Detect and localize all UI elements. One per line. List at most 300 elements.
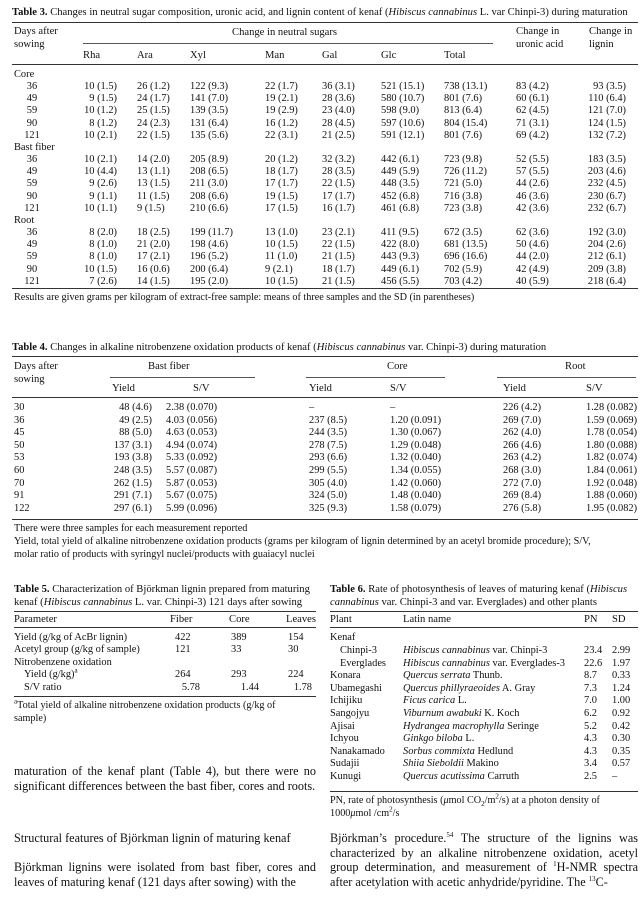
t3-header-uronic-2: uronic acid [516, 39, 564, 50]
t4-cell: 5.33 (0.092) [166, 452, 218, 464]
table6-footnote-2 [330, 805, 400, 820]
t3-cell: 13 (1.1) [137, 166, 170, 178]
t4-row-day: 91 [14, 490, 25, 502]
table6-caption-line2 [330, 596, 597, 609]
t3-cell: 110 (6.4) [588, 93, 626, 105]
t6-plant-name: Sangojyu [330, 708, 370, 719]
t3-cell: 22 (1.7) [265, 81, 298, 92]
t6-latin-authority: L. [455, 695, 467, 707]
t6-latin-authority: Seringe [504, 720, 539, 732]
t4-cell: 1.95 (0.082) [586, 502, 638, 514]
t3-cell: 204 (2.6) [587, 239, 626, 251]
t6-latin-name [403, 758, 499, 770]
t5-row-param [14, 657, 112, 669]
t3-header-lignin-2: lignin [589, 39, 614, 50]
table3-title-italic: Hibiscus cannabinus [388, 7, 478, 18]
t6-cell-sd: 0.57 [612, 758, 631, 770]
t6-latin-genus-species: Hibiscus cannabinus [403, 645, 490, 656]
t3-row-day: 36 [26, 227, 38, 238]
t3-cell: 52 (5.5) [516, 154, 549, 165]
t6-group-label: Kenaf [330, 632, 356, 643]
t4-group-rule [497, 377, 636, 378]
table3-label: Table 3. [12, 7, 48, 18]
t6-latin-name [403, 645, 547, 657]
t6-column-header: Latin name [403, 614, 451, 625]
table4-footnote-2: Yield, total yield of alkaline nitrobenzene oxidation products (grams per kilogram of lignin determined by an acetyl bromide procedure); S/V, [14, 536, 591, 547]
table6-top-rule [330, 611, 638, 612]
t6-fn-g: /s [392, 808, 400, 819]
t4-cell: 1.59 (0.069) [586, 414, 638, 426]
t6-fn-sup2: 2 [389, 805, 393, 814]
t4-cell: 305 (4.0) [309, 477, 348, 489]
t3-cell: 69 (4.2) [516, 129, 549, 141]
t3-cell: 57 (5.5) [516, 166, 549, 178]
t3-cell: 60 (6.1) [516, 93, 549, 105]
t4-sub-header: Yield [112, 383, 135, 394]
t6-latin-authority: L. [462, 733, 475, 745]
t3-cell: 9 (2.1) [265, 263, 293, 275]
t6-column-header: Plant [330, 614, 352, 625]
t6-latin-genus-species: Ficus carica [403, 695, 456, 707]
right-para-d: C- [595, 874, 608, 889]
t6-latin-genus-species: Quercus acutissima [403, 771, 485, 782]
citation-ref: 54 [446, 830, 454, 839]
t3-cell: 21 (2.5) [322, 129, 355, 141]
t6-latin-authority: Hedlund [474, 745, 514, 757]
t3-cell: 681 (13.5) [444, 239, 488, 251]
t6-latin-authority: K. Koch [481, 708, 520, 719]
t6-latin-authority: Thunb. [470, 670, 503, 682]
t3-section-label: Root [14, 215, 35, 226]
t3-cell: 452 (6.8) [381, 190, 420, 202]
t3-cell: 461 (6.8) [381, 202, 420, 214]
t6-latin-name [403, 658, 565, 670]
t5-param-label: Nitrobenzene oxidation [14, 656, 112, 668]
t6-cell-sd: 2.99 [612, 645, 631, 656]
t5-column-header: Leaves [286, 614, 316, 625]
table5-footnote [14, 697, 316, 712]
t4-cell: – [309, 402, 315, 413]
t3-row-day: 36 [26, 154, 38, 165]
t3-row-day: 121 [24, 202, 40, 214]
t4-group-rule [110, 377, 255, 378]
t3-cell: 36 (3.1) [322, 81, 355, 92]
t3-cell: 40 (5.9) [516, 275, 549, 287]
t6-plant-name: Konara [330, 670, 361, 682]
t6-plant-name: Nanakamado [330, 745, 385, 757]
t5-row-param [14, 632, 127, 644]
t6-cell-sd: 1.00 [612, 695, 631, 707]
t3-cell: 135 (5.6) [190, 129, 229, 141]
t4-cell: 297 (6.1) [113, 502, 152, 514]
t3-cell: 232 (4.5) [587, 178, 626, 190]
t3-cell: 24 (2.3) [137, 117, 170, 129]
table3-top-rule [12, 22, 638, 23]
t6-latin-genus-species: Quercus phillyraeoides [403, 682, 500, 694]
t3-cell: 20 (1.2) [265, 154, 298, 165]
t4-cell: 237 (8.5) [309, 414, 348, 426]
t3-cell: 723 (9.8) [444, 154, 483, 165]
t4-cell: 4.03 (0.056) [166, 414, 218, 426]
t3-cell: 21 (2.0) [137, 239, 170, 251]
table4-caption [12, 341, 546, 354]
t3-cell: 139 (3.5) [190, 105, 229, 117]
t4-cell: 4.94 (0.074) [166, 439, 218, 451]
t5-cell-fiber: 264 [175, 669, 191, 681]
t3-cell: 9 (2.6) [89, 178, 117, 190]
t6-plant-name: Ubamegashi [330, 682, 382, 694]
t6-plant-name: Ichyou [330, 733, 359, 745]
t3-cell: 721 (5.0) [444, 178, 483, 190]
t6-cell-sd: 0.30 [612, 733, 631, 745]
t4-header-days: Days after [14, 361, 58, 372]
t3-row-day: 59 [26, 178, 38, 190]
t6-latin-authority: A. Gray [499, 682, 536, 694]
t4-cell: – [390, 402, 396, 413]
table5-caption [14, 583, 310, 596]
t5-param-label: S/V ratio [24, 681, 62, 693]
t4-cell: 1.88 (0.060) [586, 490, 638, 502]
t3-cell: 672 (3.5) [444, 227, 483, 238]
t5-param-label: Yield (g/kg) [24, 669, 75, 681]
t3-cell: 9 (1.1) [89, 190, 117, 202]
t3-cell: 10 (1.5) [84, 263, 117, 275]
t3-column-header: Total [444, 50, 466, 61]
t5-cell-core: 389 [231, 632, 247, 643]
t4-cell: 299 (5.5) [309, 465, 348, 476]
t5-column-header: Core [229, 614, 250, 625]
t4-row-day: 122 [14, 502, 30, 514]
t3-cell: 218 (6.4) [587, 275, 626, 287]
t4-cell: 248 (3.5) [113, 465, 152, 476]
table6-title-1: Rate of photosynthesis of leaves of maturing kenaf ( [368, 584, 591, 595]
t4-cell: 1.84 (0.061) [586, 465, 638, 476]
table6-title-italic-2: cannabinus [330, 597, 379, 608]
t3-row-day: 36 [26, 81, 38, 92]
table3-caption [12, 6, 628, 19]
t4-cell: 2.38 (0.070) [166, 402, 218, 413]
t3-cell: 14 (1.5) [137, 275, 170, 287]
t3-column-header: Rha [83, 50, 101, 61]
t4-cell: 1.20 (0.091) [390, 414, 442, 426]
t5-cell-leaves: 30 [288, 644, 299, 656]
t4-cell: 5.57 (0.087) [166, 465, 218, 476]
t6-cell-sd: 1.97 [612, 657, 631, 669]
table5-top-rule [14, 611, 316, 612]
t3-cell: 21 (1.5) [322, 275, 355, 287]
t3-cell: 210 (6.6) [190, 202, 229, 214]
t6-fn-c: /m [484, 795, 496, 806]
t6-column-header: PN [584, 614, 598, 625]
t3-cell: 13 (1.0) [265, 227, 298, 238]
table4-top-rule [12, 356, 638, 357]
t4-row-day: 53 [14, 452, 25, 464]
body-paragraph-right [330, 831, 638, 889]
t6-cell-sd: 0.92 [612, 708, 631, 719]
t3-cell: 11 (1.5) [137, 190, 170, 202]
t6-latin-name [403, 771, 519, 783]
t3-cell: 32 (3.2) [322, 154, 355, 165]
t5-cell-core: 33 [231, 644, 242, 656]
table6-bottom-rule [330, 791, 638, 792]
t4-cell: 5.67 (0.075) [166, 490, 218, 502]
t3-cell: 71 (3.1) [516, 117, 549, 129]
t3-cell: 208 (6.5) [190, 166, 229, 178]
t6-latin-name [403, 683, 535, 695]
t4-cell: 291 (7.1) [113, 490, 152, 502]
t3-cell: 131 (6.4) [190, 117, 229, 129]
table4-footnote-3: molar ratio of products with syringyl nuclei/products with guaiacyl nuclei [14, 549, 315, 560]
t6-latin-name [403, 733, 474, 745]
t3-cell: 591 (12.1) [381, 129, 425, 141]
t3-row-day: 90 [26, 117, 38, 129]
t3-cell: 124 (1.5) [587, 117, 626, 129]
t3-cell: 25 (1.5) [137, 105, 170, 117]
right-para-sup1: 1 [553, 860, 557, 869]
t6-cell-pn: 4.3 [584, 745, 597, 757]
t3-cell: 10 (1.1) [84, 202, 117, 214]
table4-title-end: var. Chinpi-3) during maturation [405, 342, 547, 353]
t4-cell: 1.32 (0.040) [390, 452, 442, 464]
t4-cell: 226 (4.2) [503, 402, 542, 413]
t5-cell-leaves: 224 [288, 669, 304, 681]
t3-cell: 211 (3.0) [190, 178, 228, 190]
t3-cell: 18 (2.5) [137, 227, 170, 238]
t3-cell: 44 (2.0) [516, 251, 549, 263]
t3-cell: 17 (1.7) [265, 178, 298, 190]
t5-param-label: Acetyl group (g/kg of sample) [14, 644, 140, 656]
t3-cell: 521 (15.1) [381, 81, 425, 92]
table3-footnote: Results are given grams per kilogram of extract-free sample: means of three samples and the SD (in parentheses) [14, 292, 475, 303]
table4-title-italic: Hibiscus cannabinus [316, 342, 406, 353]
table6-header-rule [330, 627, 638, 628]
t6-latin-name [403, 708, 519, 720]
t4-cell: 1.48 (0.040) [390, 490, 442, 502]
t6-cell-pn: 8.7 [584, 670, 597, 682]
t6-cell-pn: 6.2 [584, 708, 597, 719]
t4-cell: 293 (6.6) [309, 452, 348, 464]
t3-cell: 232 (6.7) [587, 202, 626, 214]
t3-cell: 230 (6.7) [587, 190, 626, 202]
t4-row-day: 30 [14, 402, 25, 413]
t3-cell: 18 (1.7) [265, 166, 298, 178]
t4-cell: 1.30 (0.067) [390, 427, 442, 439]
t6-latin-authority: var. Chinpi-3 [489, 645, 548, 656]
t3-cell: 11 (1.0) [265, 251, 298, 263]
t5-cell-fiber: 5.78 [181, 681, 200, 693]
t4-cell: 1.34 (0.055) [390, 465, 442, 476]
t3-cell: 801 (7.6) [444, 93, 483, 105]
t6-fn-a: PN, rate of photosynthesis ( [330, 795, 444, 806]
t6-latin-genus-species: Shiia Sieboldii [403, 758, 464, 770]
t4-cell: 269 (8.4) [503, 490, 542, 502]
table5-bottom-rule [14, 696, 316, 697]
t3-cell: 10 (4.4) [84, 166, 117, 178]
t3-cell: 738 (13.1) [444, 81, 488, 92]
t3-cell: 13 (1.5) [137, 178, 170, 190]
t4-row-day: 60 [14, 465, 25, 476]
t3-cell: 696 (16.6) [444, 251, 488, 263]
t4-group-header: Core [387, 361, 408, 372]
t3-cell: 22 (3.1) [265, 129, 298, 141]
t3-cell: 422 (8.0) [381, 239, 420, 251]
t5-cell-core: 293 [231, 669, 247, 681]
t3-cell: 8 (1.2) [89, 117, 117, 129]
t6-fn-sub: 2 [481, 800, 485, 809]
t3-cell: 19 (2.9) [265, 105, 298, 117]
t5-cell-leaves: 154 [288, 632, 304, 643]
t5-row-param [24, 666, 78, 681]
table6-footnote-1 [330, 792, 600, 809]
t6-latin-name [403, 670, 503, 682]
t4-sub-header: S/V [586, 383, 603, 394]
section-heading: Structural features of Björkman lignin of maturing kenaf [14, 831, 291, 845]
t6-cell-sd: 1.24 [612, 682, 631, 694]
t4-cell: 137 (3.1) [113, 439, 152, 451]
t6-fn-mu2: μ [350, 808, 356, 819]
t6-cell-pn: 3.4 [584, 758, 597, 770]
t4-cell: 276 (5.8) [503, 502, 542, 514]
t4-cell: 1.58 (0.079) [390, 502, 442, 514]
t4-group-rule [306, 377, 445, 378]
t3-cell: 42 (3.6) [516, 202, 549, 214]
t4-cell: 269 (7.0) [503, 414, 542, 426]
t3-cell: 703 (4.2) [444, 275, 483, 287]
t4-cell: 5.87 (0.053) [166, 477, 218, 489]
t6-cell-pn: 2.5 [584, 771, 597, 782]
table6-caption [330, 583, 627, 596]
t3-cell: 19 (2.1) [265, 93, 298, 105]
table3-title: Changes in neutral sugar composition, uronic acid, and lignin content of kenaf ( [50, 7, 389, 18]
t4-cell: 1.92 (0.048) [586, 477, 638, 489]
t3-cell: 22 (1.5) [322, 178, 355, 190]
t3-cell: 93 (3.5) [593, 81, 626, 92]
table5-title-italic: Hibiscus cannabinus [43, 597, 133, 608]
t6-fn-sup: 2 [495, 792, 499, 801]
t3-cell: 132 (7.2) [587, 129, 626, 141]
t3-cell: 205 (8.9) [190, 154, 229, 165]
t4-cell: 5.99 (0.096) [166, 502, 218, 514]
t6-cell-pn: 7.3 [584, 682, 597, 694]
table4-bottom-rule [12, 519, 638, 520]
table6-title-2: var. Chinpi-3 and var. Everglades) and other plants [378, 597, 597, 608]
t3-cell: 83 (4.2) [516, 81, 549, 92]
t3-cell: 22 (1.5) [322, 239, 355, 251]
t3-cell: 198 (4.6) [190, 239, 229, 251]
t3-cell: 10 (1.5) [265, 275, 298, 287]
t3-cell: 62 (4.5) [516, 105, 549, 117]
t4-cell: 1.80 (0.088) [586, 439, 638, 451]
t3-cell: 26 (1.2) [137, 81, 170, 92]
t3-cell: 62 (3.6) [516, 227, 549, 238]
t3-cell: 199 (11.7) [190, 227, 233, 238]
table3-title-end: L. var Chinpi-3) during maturation [477, 7, 628, 18]
t3-cell: 14 (2.0) [137, 154, 170, 165]
t3-row-day: 121 [24, 275, 40, 287]
t3-cell: 195 (2.0) [190, 275, 229, 287]
t6-latin-name [403, 746, 513, 758]
t4-cell: 1.29 (0.048) [390, 439, 442, 451]
t6-latin-genus-species: Hydrangea macrophylla [403, 720, 505, 732]
t6-plant-name: Everglades [340, 657, 386, 669]
t3-cell: 17 (1.5) [265, 202, 298, 214]
t6-fn-mu: μ [443, 795, 449, 806]
t3-cell: 28 (3.5) [322, 166, 355, 178]
t3-cell: 580 (10.7) [381, 93, 425, 105]
t6-fn-d: /s) at a photon density of [498, 795, 600, 806]
t3-cell: 813 (6.4) [444, 105, 483, 117]
t5-cell-fiber: 121 [175, 644, 191, 656]
t3-cell: 22 (1.5) [137, 129, 170, 141]
t4-cell: 4.63 (0.053) [166, 427, 218, 439]
table5-label: Table 5. [14, 584, 50, 595]
t3-cell: 10 (1.2) [84, 105, 117, 117]
t6-cell-pn: 22.6 [584, 657, 603, 669]
t3-group-rule [83, 43, 493, 44]
t4-cell: 49 (2.5) [119, 414, 152, 426]
t3-column-header: Ara [137, 50, 153, 61]
t4-group-header: Root [565, 361, 586, 372]
t6-cell-sd: 0.35 [612, 745, 631, 757]
t3-cell: 10 (1.5) [84, 81, 117, 92]
t3-cell: 442 (6.1) [381, 154, 420, 165]
t3-cell: 448 (3.5) [381, 178, 420, 190]
t3-cell: 200 (6.4) [190, 263, 229, 275]
table3-bottom-rule [12, 288, 638, 289]
table4-footnote-1: There were three samples for each measurement reported [14, 523, 248, 534]
t3-cell: 18 (1.7) [322, 263, 355, 275]
t5-footnote-1: Total yield of alkaline nitrobenzene oxidation products (g/kg of [17, 700, 276, 711]
t5-row-param [14, 644, 140, 656]
table5-title-end: L. var. Chinpi-3) 121 days after sowing [132, 597, 303, 608]
t3-cell: 17 (2.1) [137, 251, 170, 263]
table6-title-italic-1: Hibiscus [590, 584, 628, 595]
t3-cell: 16 (0.6) [137, 263, 170, 275]
t3-row-day: 59 [26, 251, 38, 263]
table4-title: Changes in alkaline nitrobenzene oxidation products of kenaf ( [50, 342, 317, 353]
t3-row-day: 49 [26, 93, 38, 105]
t3-cell: 16 (1.2) [265, 117, 298, 129]
t4-cell: 324 (5.0) [309, 490, 348, 502]
t6-cell-pn: 7.0 [584, 695, 597, 707]
t5-cell-leaves: 1.78 [293, 681, 312, 693]
t3-cell: 597 (10.6) [381, 117, 425, 129]
t4-row-day: 70 [14, 477, 25, 489]
t6-latin-genus-species: Viburnum awabuki [403, 708, 482, 719]
t4-header-sowing: sowing [14, 374, 45, 385]
t3-cell: 192 (3.0) [587, 227, 626, 238]
body-paragraph-2: Björkman lignins were isolated from bast fiber, cores and leaves of maturing kenaf (121 days after sowing) with the [14, 860, 316, 889]
t4-group-header: Bast fiber [148, 361, 190, 372]
t6-cell-pn: 23.4 [584, 645, 603, 656]
table4-header-rule [12, 397, 638, 398]
right-para-sup2: 13 [588, 874, 596, 883]
t3-cell: 801 (7.6) [444, 129, 483, 141]
t4-cell: 1.28 (0.082) [586, 402, 638, 413]
t4-cell: 1.78 (0.054) [586, 427, 638, 439]
t6-latin-authority: Makino [463, 758, 499, 770]
t5-column-header: Fiber [170, 614, 193, 625]
table6-label: Table 6. [330, 584, 366, 595]
t3-row-day: 49 [26, 166, 38, 178]
t3-cell: 19 (1.5) [265, 190, 298, 202]
t5-param-label: Yield (g/kg of AcBr lignin) [14, 632, 128, 643]
t6-plant-name: Kunugi [330, 771, 362, 782]
t4-cell: 244 (3.5) [309, 427, 348, 439]
t6-latin-genus-species: Ginkgo biloba [403, 733, 463, 745]
t3-cell: 17 (1.7) [322, 190, 355, 202]
t4-sub-header: Yield [503, 383, 526, 394]
